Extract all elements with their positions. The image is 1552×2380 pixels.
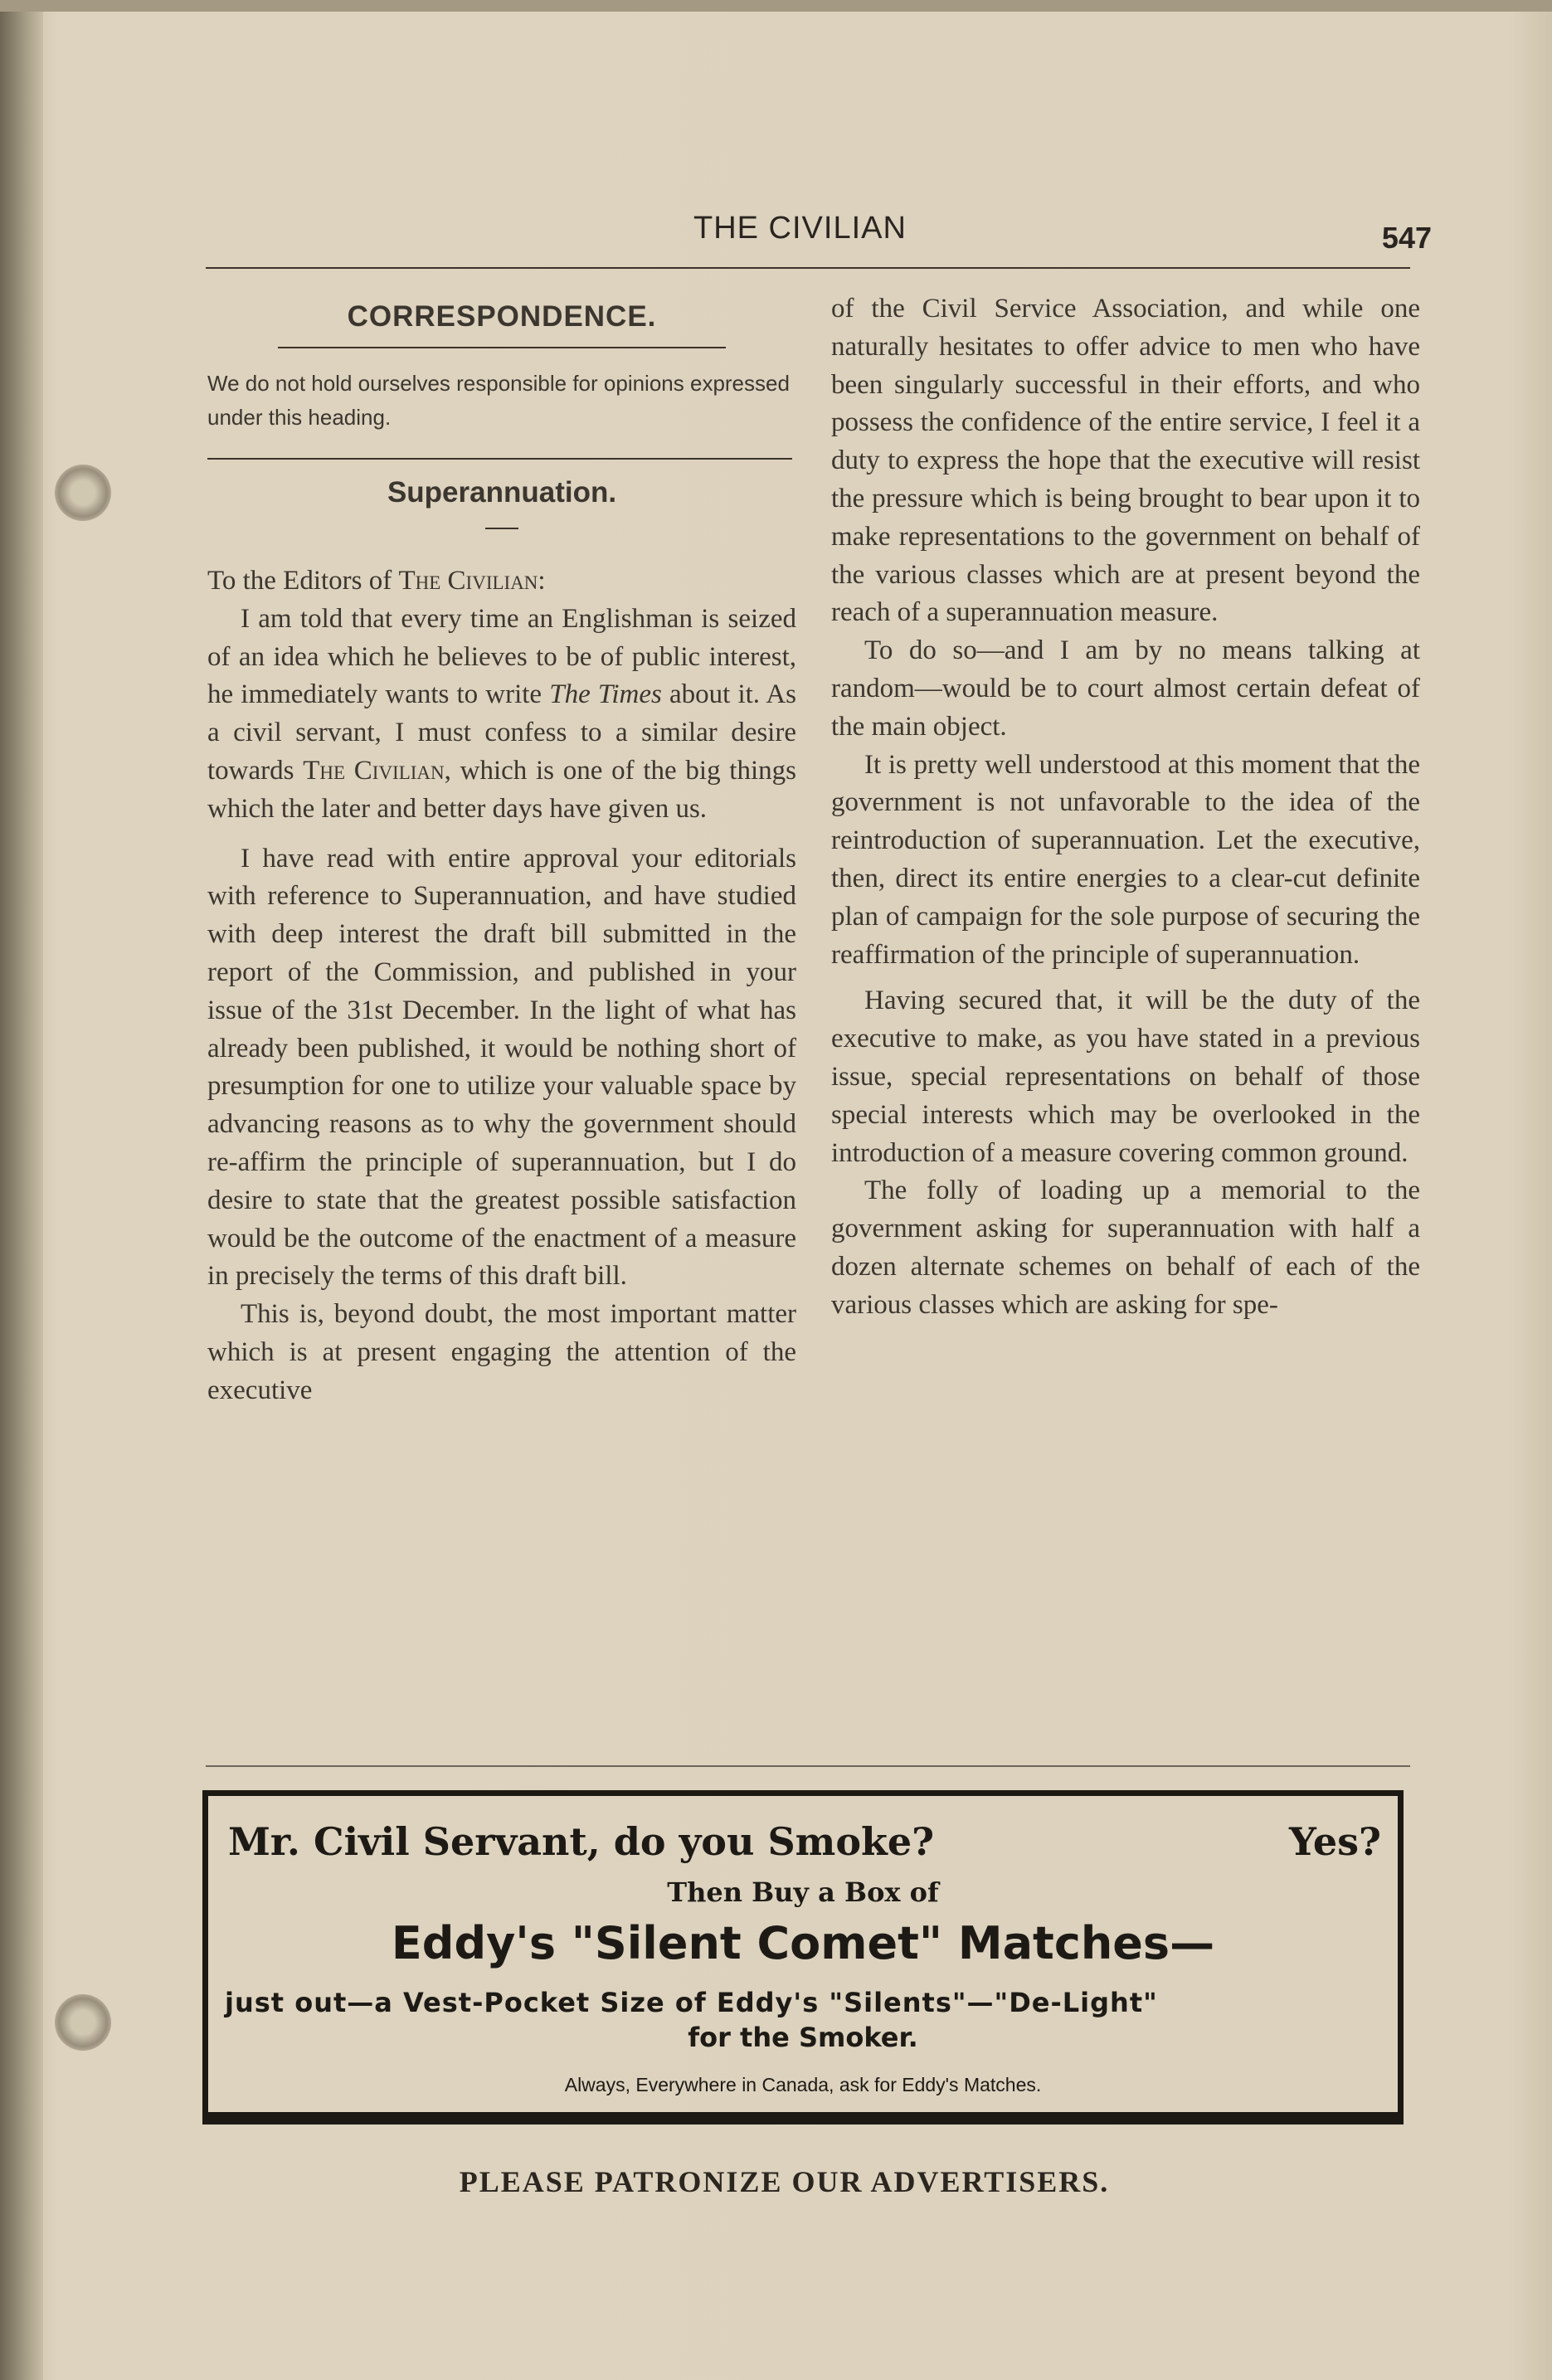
paragraph — [207, 601, 796, 829]
ad-headline-question: Mr. Civil Servant, do you Smoke? — [228, 1819, 935, 1864]
italic-title: The Times — [549, 679, 662, 710]
binding-hole-top — [55, 465, 111, 521]
salutation-suffix: : — [538, 566, 546, 596]
paragraph: of the Civil Service Association, and while one naturally hesitates to offer advice to men who have been singularly successful in their efforts, and who possess the confidence of the entire service, I feel it a duty to express the hope that the executive will resist the pressure which is being brought to bear upon it to make representations to the government on behalf of the various classes which are at present beyond the reach of a superannuation measure. — [831, 294, 1420, 628]
ad-product-detail-2: for the Smoker. — [688, 2022, 918, 2053]
page-number: 547 — [1381, 221, 1432, 255]
disclaimer-rule — [207, 458, 792, 460]
section-title: CORRESPONDENCE. — [347, 300, 657, 333]
salutation-prefix: To the Editors of — [207, 566, 392, 596]
paragraph: The folly of loading up a memorial to the government asking for superannuation with half a dozen alternate schemes on behalf of each of the various classes which are asking for spe- — [831, 1175, 1420, 1320]
paragraph-text: about it. As a civil servant, I must confess to a similar desire towards — [207, 679, 797, 786]
column-bottom-rule — [206, 1765, 1410, 1767]
letter-title: Superannuation. — [387, 476, 617, 509]
disclaimer: We do not hold ourselves responsible for opinions expressed under this heading. — [207, 371, 790, 430]
binding-hole-bottom — [55, 1994, 111, 2051]
paragraph-text: , which is one of the big things which the later and better days have given us. — [207, 755, 796, 824]
running-head: THE CIVILIAN — [693, 211, 907, 246]
section-rule — [278, 347, 726, 348]
salutation-name: The Civilian — [398, 566, 538, 596]
header-rule — [206, 267, 1410, 269]
paragraph: I have read with entire approval your editorials with reference to Superannuation, and have studied with deep interest the draft bill submitted in the report of the Commission, and published in your issue of the 31st December. In the light of what has already been published, it would be nothing short of presumption for one to utilize your valuable space by advancing reasons as to why the government should re-affirm the principle of superannuation, but I do desire to state that the greatest possible satisfaction would be the outcome of the enactment of a measure in precisely the terms of this draft bill. — [207, 843, 796, 1292]
book-spine — [0, 0, 43, 2380]
right-column — [831, 290, 1420, 1325]
ad-subline: Then Buy a Box of — [667, 1876, 939, 1908]
advertisement-bottom-bar — [202, 2118, 1404, 2124]
paragraph-text: I am told that every time an Englishman is seized of an idea which he believes to be of public interest, he immediately wants to write — [207, 603, 796, 710]
ad-tagline: Always, Everywhere in Canada, ask for Eddy's Matches. — [564, 2074, 1042, 2095]
paragraph: This is, beyond doubt, the most important matter which is at present engaging the attention of the executive — [207, 1299, 796, 1405]
publication-name: The Civilian — [303, 755, 445, 786]
ad-product-name: Eddy's "Silent Comet" Matches— — [391, 1917, 1215, 1969]
paragraph: It is pretty well understood at this moment that the government is not unfavorable to the idea of the reintroduction of superannuation. Let the executive, then, direct its entire energies to a clear-cut definite plan of campaign for the sole purpose of securing the reaffirmation of the principle of superannuation. — [831, 749, 1420, 970]
footer-text: PLEASE PATRONIZE OUR ADVERTISERS. — [459, 2165, 1110, 2198]
title-dash — [485, 528, 518, 529]
page-top-edge — [0, 0, 1552, 12]
paragraph: To do so—and I am by no means talking at random—would be to court almost certain defeat of the main object. — [831, 635, 1420, 742]
salutation — [207, 562, 796, 601]
ad-product-detail: just out—a Vest-Pocket Size of Eddy's "Silents"—"De-Light" — [225, 1987, 1158, 2018]
paragraph: Having secured that, it will be the duty of the executive to make, as you have stated in a previous issue, special representations on behalf of those special interests which may be overlooked in the introduction of a measure covering common ground. — [831, 986, 1420, 1168]
advertisement-box — [202, 1790, 1404, 2118]
ad-headline — [228, 1819, 1381, 1864]
left-column — [207, 290, 796, 1410]
ad-headline-answer: Yes? — [1289, 1819, 1381, 1864]
